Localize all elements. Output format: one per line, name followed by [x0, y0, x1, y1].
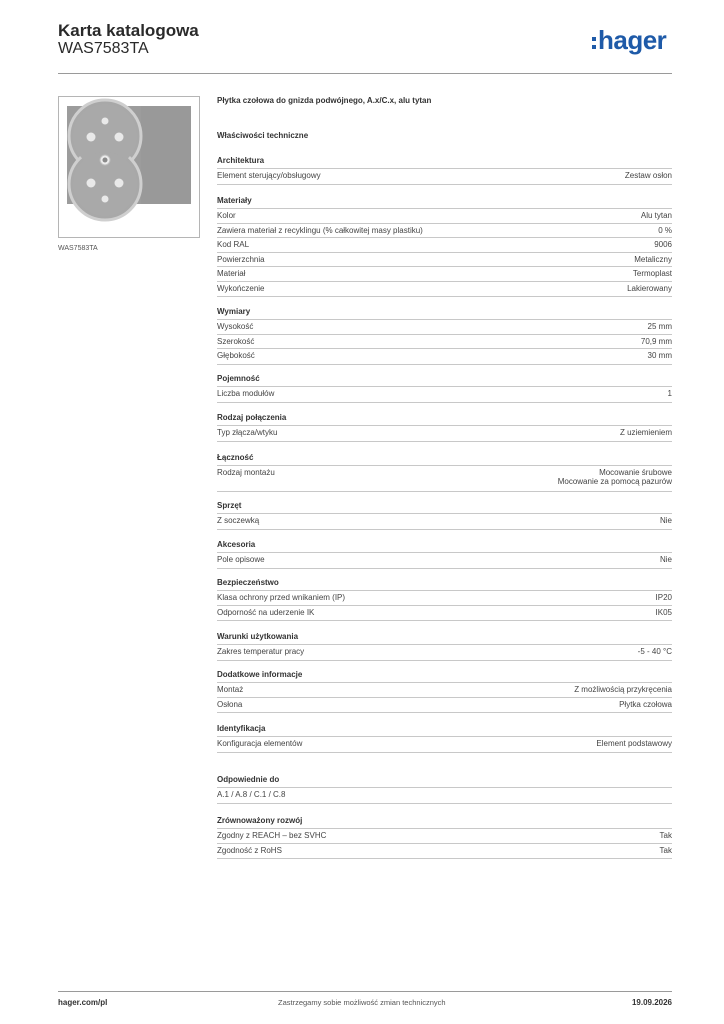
property-row — [217, 787, 672, 799]
property-value: 70,9 mm — [640, 336, 672, 346]
document-title: Karta katalogowa — [58, 21, 199, 40]
property-label: Powierzchnia — [217, 254, 265, 264]
product-reference: WAS7583TA — [58, 40, 149, 57]
property-label: Materiał — [217, 269, 246, 278]
section-divider — [217, 803, 672, 804]
section-divider — [217, 296, 672, 297]
section-title: Dodatkowe informacje — [217, 670, 303, 679]
footer-notice: Zastrzegamy sobie możliwość zmian technicznych — [278, 998, 446, 1007]
property-value: IP20 — [655, 593, 672, 602]
property-value: Zestaw osłon — [624, 171, 672, 180]
property-row — [217, 513, 672, 525]
product-image — [58, 96, 200, 238]
header-divider — [58, 73, 672, 74]
property-value: 9006 — [654, 240, 672, 249]
property-value: Metaliczny — [634, 254, 672, 264]
property-value: Nie — [659, 555, 672, 564]
property-label: Zakres temperatur pracy — [217, 647, 305, 656]
property-row — [217, 590, 672, 602]
property-row — [217, 319, 672, 331]
property-row — [217, 281, 672, 293]
property-value: Lakierowany — [627, 283, 672, 293]
property-row — [217, 223, 672, 235]
property-label: Wykończenie — [217, 283, 265, 293]
properties-heading: Właściwości techniczne — [217, 131, 309, 140]
property-label: Szerokość — [217, 336, 255, 346]
property-value: Płytka czołowa — [619, 699, 672, 709]
section-divider — [217, 858, 672, 859]
property-row — [217, 843, 672, 855]
property-value: Nie — [659, 516, 672, 525]
section-divider — [217, 752, 672, 753]
property-row — [217, 237, 672, 249]
property-label: A.1 / A.8 / C.1 / C.8 — [217, 790, 286, 799]
property-value: Alu tytan — [640, 211, 672, 220]
property-row — [217, 552, 672, 564]
property-label: Głębokość — [217, 351, 255, 360]
section-divider — [217, 660, 672, 661]
section-title: Rodzaj połączenia — [217, 413, 287, 422]
double-socket-plate-icon — [59, 97, 199, 237]
footer-divider — [58, 991, 672, 992]
hager-logo: hager — [592, 27, 666, 53]
footer-website: hager.com/pl — [58, 998, 108, 1007]
property-label: Montaż — [217, 685, 244, 694]
property-row — [217, 605, 672, 617]
property-label: Odporność na uderzenie IK — [217, 607, 315, 617]
property-row — [217, 697, 672, 709]
section-divider — [217, 402, 672, 403]
property-row — [217, 644, 672, 656]
section-title: Odpowiednie do — [217, 775, 280, 784]
image-caption: WAS7583TA — [58, 245, 98, 252]
property-row — [217, 334, 672, 346]
logo-colon-icon — [592, 32, 596, 50]
property-row — [217, 736, 672, 748]
property-row — [217, 386, 672, 398]
property-row — [217, 425, 672, 437]
section-divider — [217, 568, 672, 569]
property-label: Zgodny z REACH – bez SVHC — [217, 831, 327, 840]
property-label: Zawiera materiał z recyklingu (% całkowitej masy plastiku) — [217, 225, 423, 235]
section-divider — [217, 441, 672, 442]
property-value: 1 — [667, 389, 672, 398]
property-value: 25 mm — [647, 322, 672, 331]
property-label: Element sterujący/obsługowy — [217, 171, 321, 180]
section-title: Warunki użytkowania — [217, 632, 299, 641]
property-label: Osłona — [217, 699, 243, 709]
property-value: Mocowanie śrubowe Mocowanie za pomocą pazurów — [557, 468, 672, 486]
section-title: Identyfikacja — [217, 724, 266, 733]
property-row — [217, 208, 672, 220]
property-label: Pole opisowe — [217, 555, 265, 564]
section-title: Sprzęt — [217, 501, 242, 510]
property-value: Tak — [659, 831, 672, 840]
property-label: Kod RAL — [217, 240, 250, 249]
property-label: Kolor — [217, 211, 236, 220]
property-label: Typ złącza/wtyku — [217, 428, 278, 437]
property-value: Z uziemieniem — [619, 428, 672, 437]
property-row — [217, 252, 672, 264]
property-label: Liczba modułów — [217, 389, 275, 398]
property-value: 30 mm — [647, 351, 672, 360]
section-title: Wymiary — [217, 307, 251, 316]
section-title: Materiały — [217, 196, 252, 205]
property-row — [217, 682, 672, 694]
property-label: Wysokość — [217, 322, 254, 331]
section-title: Zrównoważony rozwój — [217, 816, 303, 825]
section-divider — [217, 620, 672, 621]
section-divider — [217, 491, 672, 492]
property-value: Termoplast — [632, 269, 672, 278]
property-row — [217, 465, 672, 486]
property-value: IK05 — [655, 607, 672, 617]
property-row — [217, 348, 672, 360]
property-value: Tak — [659, 845, 672, 855]
section-title: Pojemność — [217, 374, 260, 383]
section-divider — [217, 184, 672, 185]
property-label: Konfiguracja elementów — [217, 739, 303, 748]
section-divider — [217, 712, 672, 713]
section-title: Bezpieczeństwo — [217, 578, 279, 587]
section-title: Łączność — [217, 453, 254, 462]
section-divider — [217, 364, 672, 365]
property-label: Rodzaj montażu — [217, 468, 275, 477]
property-value: -5 - 40 °C — [637, 647, 672, 656]
property-value: Element podstawowy — [596, 739, 672, 748]
footer-date: 19.09.2026 — [631, 998, 672, 1007]
property-label: Zgodność z RoHS — [217, 845, 282, 855]
property-label: Z soczewką — [217, 516, 260, 525]
property-value: Z możliwością przykręcenia — [574, 685, 672, 694]
property-row — [217, 168, 672, 180]
section-title: Architektura — [217, 156, 265, 165]
property-label: Klasa ochrony przed wnikaniem (IP) — [217, 593, 346, 602]
section-divider — [217, 529, 672, 530]
property-row — [217, 828, 672, 840]
property-row — [217, 266, 672, 278]
product-name: Płytka czołowa do gnizda podwójnego, A.x/C.x, alu tytan — [217, 96, 432, 105]
section-title: Akcesoria — [217, 540, 256, 549]
property-value: 0 % — [658, 225, 672, 235]
